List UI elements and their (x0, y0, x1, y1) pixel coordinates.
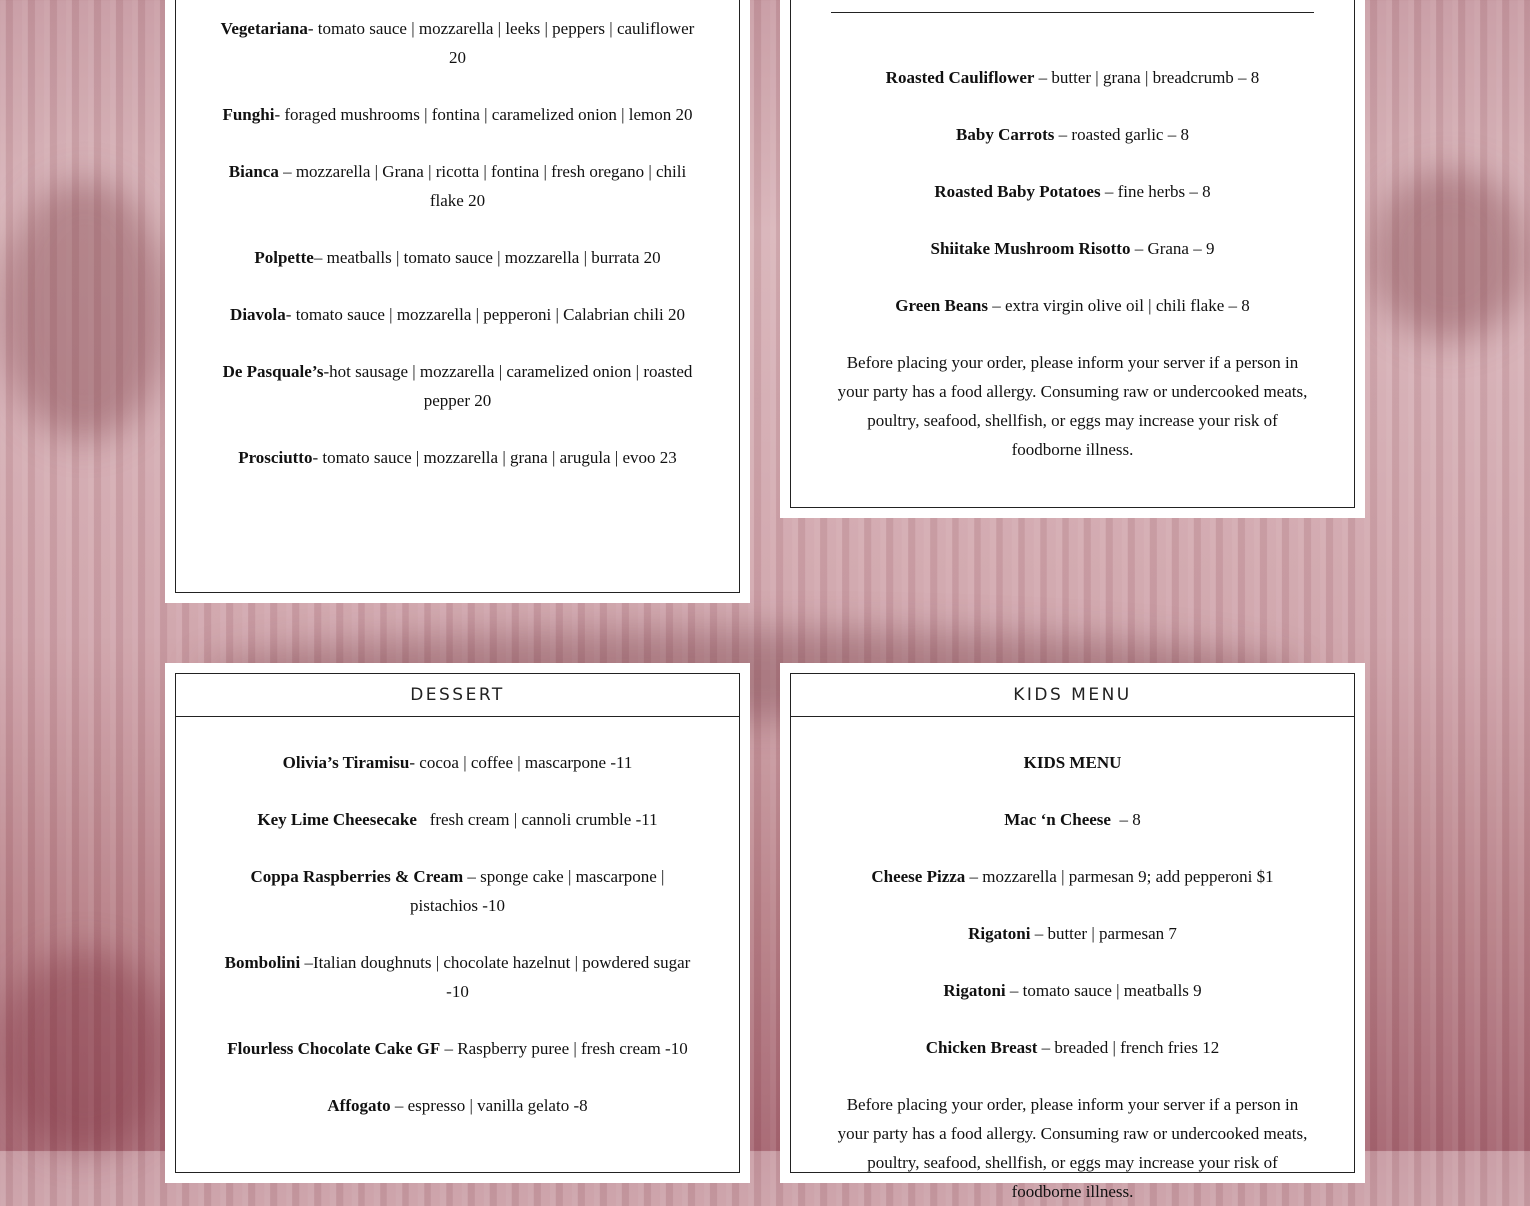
dessert-menu-card (165, 663, 750, 1183)
item-desc: – sponge cake | mascarpone | pistachios -10 (410, 867, 665, 915)
kids-heading: KIDS MENU (791, 674, 1354, 717)
kids-menu-card (780, 663, 1365, 1201)
menu-item (216, 1034, 699, 1063)
sides-menu-border (790, 0, 1355, 508)
menu-item (216, 443, 699, 472)
item-desc: fresh cream | cannoli crumble -11 (416, 810, 658, 829)
item-desc: – roasted garlic – 8 (1054, 125, 1189, 144)
item-name: Roasted Cauliflower (885, 68, 1035, 87)
menu-item (831, 1033, 1314, 1062)
item-name: Roasted Baby Potatoes (934, 182, 1101, 201)
item-name: Vegetariana (220, 19, 308, 38)
item-name: Polpette (254, 248, 314, 267)
item-desc: - tomato sauce | mozzarella | grana | arugula | evoo 23 (312, 448, 677, 467)
item-name: Prosciutto (238, 448, 313, 467)
item-name: Rigatoni (968, 924, 1031, 943)
item-name: Shiitake Mushroom Risotto (930, 239, 1131, 258)
dessert-heading: DESSERT (176, 674, 739, 717)
menu-item (216, 805, 699, 834)
item-desc: - foraged mushrooms | fontina | caramelized onion | lemon 20 (274, 105, 693, 124)
item-desc: – Raspberry puree | fresh cream -10 (440, 1039, 688, 1058)
item-name: Affogato (327, 1096, 391, 1115)
item-name: Rigatoni (943, 981, 1006, 1000)
item-name: Coppa Raspberries & Cream (250, 867, 464, 886)
menu-item (831, 919, 1314, 948)
item-desc: – mozzarella | parmesan 9; add pepperoni $1 (965, 867, 1274, 886)
item-desc: - cocoa | coffee | mascarpone -11 (409, 753, 633, 772)
item-name: Olivia’s Tiramisu (282, 753, 410, 772)
subheading-text: KIDS MENU (1023, 753, 1122, 772)
item-desc: – extra virgin olive oil | chili flake – 8 (987, 296, 1250, 315)
item-desc: – mozzarella | Grana | ricotta | fontina | fresh oregano | chili flake 20 (278, 162, 687, 210)
item-name: De Pasquale’s (222, 362, 324, 381)
item-name: Mac ‘n Cheese (1004, 810, 1111, 829)
allergy-note: Before placing your order, please inform your server if a person in your party has a food allergy. Consuming raw or undercooked meats, poultry, seafood, shellfish, or eggs may increase your risk of foodborne illness. (837, 353, 1308, 459)
item-desc: – tomato sauce | meatballs 9 (1005, 981, 1202, 1000)
item-name: Bianca (228, 162, 279, 181)
item-name: Funghi (222, 105, 275, 124)
kids-subheading (831, 748, 1314, 777)
item-name: Diavola (230, 305, 286, 324)
kids-items-list (791, 717, 1354, 1206)
item-desc: - tomato sauce | mozzarella | pepperoni | Calabrian chili 20 (285, 305, 685, 324)
menu-item (831, 805, 1314, 834)
menu-item (216, 948, 699, 1006)
background-blob (0, 950, 170, 1151)
item-desc: -hot sausage | mozzarella | caramelized onion | roasted pepper 20 (323, 362, 693, 410)
menu-item (216, 748, 699, 777)
item-desc: – meatballs | tomato sauce | mozzarella | burrata 20 (313, 248, 661, 267)
item-name: Cheese Pizza (871, 867, 966, 886)
item-name: Key Lime Cheesecake (257, 810, 417, 829)
pizza-menu-border (175, 0, 740, 593)
item-desc: – butter | parmesan 7 (1030, 924, 1177, 943)
menu-item (216, 243, 699, 272)
background-blob (0, 180, 170, 440)
kids-menu-border (790, 673, 1355, 1201)
sides-menu-card (780, 0, 1365, 518)
item-name: Flourless Chocolate Cake GF (227, 1039, 441, 1058)
item-name: Green Beans (895, 296, 988, 315)
item-desc: – espresso | vanilla gelato -8 (390, 1096, 588, 1115)
menu-item (216, 157, 699, 215)
menu-item (216, 1091, 699, 1120)
allergy-note: Before placing your order, please inform your server if a person in your party has a food allergy. Consuming raw or undercooked meats, poultry, seafood, shellfish, or eggs may increase your risk of foodborne illness. (837, 1095, 1308, 1201)
menu-item (216, 862, 699, 920)
dessert-menu-border (175, 673, 740, 1173)
item-name: Chicken Breast (925, 1038, 1038, 1057)
menu-item (216, 100, 699, 129)
dessert-items-list (176, 717, 739, 1120)
item-name: Bombolini (224, 953, 301, 972)
item-desc: – Grana – 9 (1130, 239, 1215, 258)
menu-item (216, 300, 699, 329)
menu-item (216, 14, 699, 72)
item-desc: – butter | grana | breadcrumb – 8 (1034, 68, 1260, 87)
item-desc: - tomato sauce | mozzarella | leeks | peppers | cauliflower 20 (307, 19, 695, 67)
item-desc: – 8 (1110, 810, 1141, 829)
menu-item (831, 120, 1314, 149)
item-desc: – fine herbs – 8 (1100, 182, 1211, 201)
menu-item (831, 862, 1314, 891)
item-name: Baby Carrots (956, 125, 1055, 144)
item-desc: –Italian doughnuts | chocolate hazelnut | powdered sugar -10 (300, 953, 691, 1001)
menu-item (831, 177, 1314, 206)
menu-item (831, 63, 1314, 92)
pizza-items-list (176, 0, 739, 472)
item-desc: – breaded | french fries 12 (1037, 1038, 1220, 1057)
sides-items-list (791, 0, 1354, 464)
menu-item (831, 234, 1314, 263)
menu-item (216, 357, 699, 415)
menu-item (831, 976, 1314, 1005)
background-blob (1370, 170, 1530, 340)
menu-item (831, 291, 1314, 320)
pizza-menu-card (165, 0, 750, 603)
header-divider (831, 12, 1314, 13)
